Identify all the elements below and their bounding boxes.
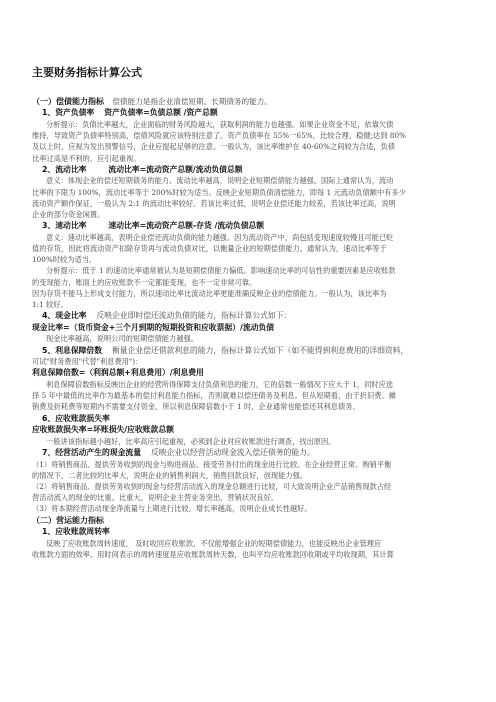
- indicator-desc: 反映企业即时偿还流动负债的能力，指标计算公式如下：: [96, 311, 292, 321]
- paragraph: 分析提示：负债比率越大，企业面临的财务风险越大，获取利润的能力也越强。如果企业资金不足，依靠欠债: [46, 120, 394, 129]
- indicator-formula: 速动比率=流动资产总额-存货 /流动负债总额: [108, 221, 265, 231]
- indicator-heading-receivables-turnover: [32, 526, 468, 538]
- paragraph: 的情况下，二者比较的比率大，说明企业的销售利润大，销售回款良好，创现能力强。: [32, 470, 308, 480]
- section-label: （一）偿债能力指标: [32, 97, 104, 106]
- indicator-heading-interest-coverage: [32, 345, 468, 357]
- indicator-heading-current-ratio: [32, 164, 468, 176]
- document-page: [32, 66, 468, 560]
- indicator-desc: 反映企业以经营活动现金流入偿还债务的能力。: [151, 448, 315, 458]
- indicator-name: 2、流动比率: [42, 164, 87, 174]
- paragraph: 100%时较为适当。: [32, 255, 97, 265]
- section-heading-operating: [32, 515, 468, 526]
- paragraph: （2）将销售商品、提供劳务收到的现金与经营活动流入的现金总额进行比较，可大致说明企业产品销售现款占经: [32, 482, 392, 492]
- paragraph: 流动资产额作保证，一般认为 2:1 的流动比率较好。若该比率过低，说明企业偿还能力较差，若该比率过高，说明: [32, 198, 396, 208]
- paragraph: 比率的下限为 100%，流动比率等于 200%时较为适当。反映企业短期负债清偿能力，即每 1 元流动负债额中有多少: [32, 187, 406, 197]
- indicator-desc: 衡量企业偿还借款利息的能力，指标计算公式如下（如不能得到利息费用的详细资料，: [112, 345, 409, 355]
- paragraph: 意义：速动比率越高，表明企业偿还流动负债的能力越强。因为流动资产中，尚包括变现速度较慢且可能已贬: [46, 232, 394, 242]
- paragraph: （1）将销售商品、提供劳务收到的现金与购进商品、接受劳务付出的现金进行比较。在企业经营正常、购销平衡: [32, 459, 392, 469]
- indicator-name: 3、速动比率: [42, 221, 87, 231]
- formula-interest-coverage: 利息保障倍数=（利润总额+利息费用）/利息费用: [32, 368, 204, 378]
- indicator-name: 4、现金比率: [42, 311, 87, 321]
- formula-cash-ratio: 现金比率=（货币资金+三个月到期的短期投资和应收票据）/流动负债: [32, 322, 275, 332]
- paragraph: 销费及折耗费等短期内不需要支付资金，所以利息保障倍数小于 1 时，企业通常也能偿还其利息债务。: [32, 402, 360, 412]
- indicator-name: 5、利息保障倍数: [42, 345, 103, 355]
- paragraph: 现金比率越高，说明公司的短期偿债能力越强。: [46, 334, 198, 344]
- indicator-name: 1、资产负债率: [42, 108, 95, 118]
- paragraph: 因为存货不能马上形成支付能力，所以速动比率比流动比率更能准确反映企业的偿债能力。一般认为，该比率为: [32, 288, 387, 298]
- paragraph: 反映了应收账款周转速度， 及时收回应收账款，不仅能增强企业的短期偿债能力，也能反映出企业管理应: [46, 538, 382, 548]
- document-title: 主要财务指标计算公式: [32, 66, 142, 79]
- paragraph: 营活动流入的现金的比重。比重大，说明企业主营业务突出，营销状况良好。: [32, 493, 279, 503]
- paragraph: 的变现能力，账面上的应收账款不一定都能变现，也不一定非常可靠。: [32, 277, 257, 287]
- paragraph: （3）将本期经营活动现金净流量与上期进行比较，增长率越高，说明企业成长性越好。: [32, 504, 312, 514]
- paragraph: 企业的部分资金闲置。: [32, 210, 105, 220]
- paragraph: 及以上时，应视为发出预警信号，企业应提起足够的注意。一般认为，该比率维护在 40-60%之间较为合适，负债: [32, 142, 396, 152]
- indicator-name: 1、应收账款周转率: [42, 527, 110, 537]
- paragraph: 可试"财务费用"代替"利息费用")：: [32, 357, 143, 367]
- formula-bad-debt-ratio: 应收账款损失率=坏账损失/应收账款总额: [32, 425, 174, 435]
- paragraph: 比率过高是不利的，应引起重视。: [32, 153, 141, 163]
- indicator-heading-debt-ratio: [32, 107, 468, 119]
- paragraph: 意义：体现企业的偿还短期债务的能力。流动比率越高，说明企业短期偿债能力越强。国际上通常认为，流动: [46, 176, 394, 186]
- indicator-formula: 流动比率=流动资产总额/流动负债总额: [108, 164, 243, 174]
- paragraph: 分析提示：低于 1 的速动比率通常被认为是短期偿债能力偏低。影响速动比率的可信性的重要因素是应收账款: [46, 266, 396, 276]
- indicator-heading-operating-cash-flow: [32, 447, 468, 459]
- indicator-name: 6、应收账款损失率: [42, 413, 110, 423]
- paragraph: 1:1 较好。: [32, 300, 68, 310]
- indicator-name: 7、经营活动产生的现金流量: [42, 448, 141, 458]
- section-heading-solvency: [32, 96, 468, 107]
- indicator-formula: 资产负债率=负债总额 /资产总额: [104, 108, 218, 118]
- indicator-heading-bad-debt-ratio: [32, 413, 468, 425]
- paragraph: 择 5 年中最低的比率作为最基本的偿付利息能力指标，否则就难以偿还债务及利息。但从短期看，由于折旧费、摊: [32, 391, 396, 401]
- section-label: （二）营运能力指标: [32, 515, 104, 525]
- section-desc: 偿债能力是指企业清偿短期、长期债务的能力。: [112, 97, 272, 106]
- paragraph: 利息保障倍数指标反映出企业的经营所得保障支付负债利息的能力，它的倍数一般情况下应大于 1，同时应选: [46, 380, 394, 390]
- paragraph: 一般讲该指标越小越好，比率高应引起重视，必须到企业对应收账款进行调查，找出原因。: [46, 436, 336, 446]
- paragraph: 维持，导致资产负债率特别高，偿债风险就应该特别注意了。资产负债率在 55%一65%，比较合理、稳健;达到 80%: [32, 131, 406, 141]
- indicator-heading-cash-ratio: [32, 310, 468, 322]
- paragraph: 收账款方面的效率。用时间表示的周转速度是应收账款周转天数，也叫平均应收账款回收期或平均收现期，其计算: [32, 549, 394, 559]
- paragraph: 值的存货，因此将流动资产扣除存货再与流动负债对比，以衡量企业的短期偿债能力。通常认为，速动比率等于: [32, 244, 387, 254]
- indicator-heading-quick-ratio: [32, 220, 468, 232]
